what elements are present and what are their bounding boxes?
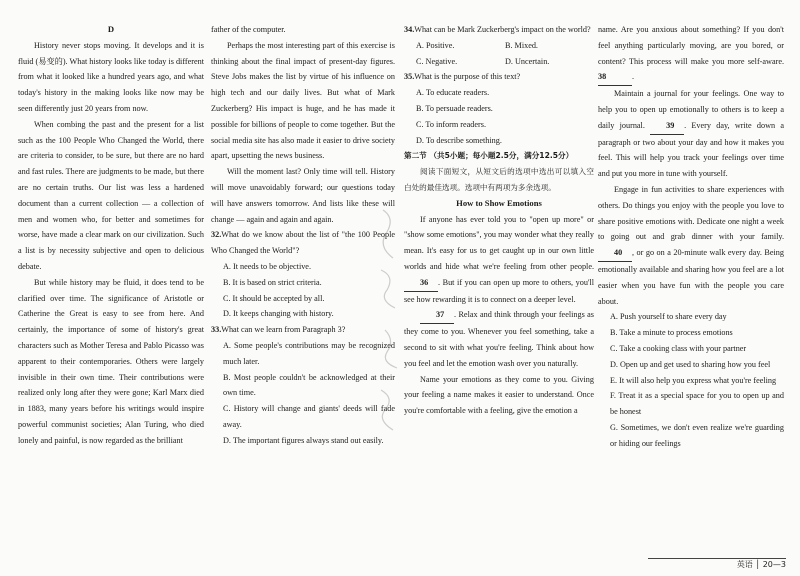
option[interactable]: D. Open up and get used to sharing how you feel bbox=[610, 359, 771, 369]
option[interactable]: C. History will change and giants' deeds will fade away. bbox=[223, 404, 395, 429]
column-1 bbox=[18, 22, 204, 449]
answer-options bbox=[598, 309, 784, 451]
question-stem: What can we learn from Paragraph 3? bbox=[221, 325, 346, 335]
question-number: 32. bbox=[211, 230, 222, 240]
option[interactable]: D. It keeps changing with history. bbox=[223, 309, 334, 319]
question-34 bbox=[404, 22, 594, 69]
option[interactable]: D. The important figures always stand out easily. bbox=[223, 435, 384, 445]
option[interactable]: A. Positive. bbox=[416, 40, 455, 50]
question-stem: What is the purpose of this text? bbox=[414, 72, 521, 82]
option[interactable]: D. To describe something. bbox=[416, 135, 502, 145]
option[interactable]: D. Uncertain. bbox=[505, 56, 550, 66]
blank-37[interactable]: 37 bbox=[420, 307, 454, 324]
option[interactable]: E. It will also help you express what you're feeling bbox=[610, 375, 777, 385]
passage-paragraph: 37 . Relax and think through your feelings as they come to you. Whenever you feel something, take a second to sit with what you're feeling. Think about how you feel and let the emotion wash over you naturally. bbox=[404, 307, 594, 371]
passage-paragraph: Maintain a journal for your feelings. One way to help you to open up emotionally to others is to keep a daily journal. 39 . Every day, write down a paragraph or two about your day and how it makes you feel. This will help you track your feelings over time and put you more in tune with yourself. bbox=[598, 89, 784, 179]
passage-paragraph: When combing the past and the present for a list such as the 100 People Who Changed the World, there are criteria to consider, to be sure, but there are no hard and fast rules. There are judgments to be made, but there are no certain truths. Our list was less a hardened document than a current collection — a collection of men and women who, for better and sometimes for worse, have made a clear mark on our civilization. Such a list is by necessity subjective and open to delicious debate. bbox=[18, 119, 204, 271]
passage-label: D bbox=[107, 24, 115, 34]
option[interactable]: C. It should be accepted by all. bbox=[223, 293, 325, 303]
passage-paragraph: father of the computer. bbox=[211, 25, 286, 34]
footer: 英语 │ 20—3 bbox=[736, 560, 786, 569]
question-stem: What can be Mark Zuckerberg's impact on the world? bbox=[414, 25, 591, 34]
option[interactable]: B. Mixed. bbox=[505, 40, 538, 50]
subject-label: 英语 bbox=[736, 560, 753, 569]
passage-paragraph: Perhaps the most interesting part of this exercise is thinking about the final impact of present-day figures. Steve Jobs makes the list by virtue of his influence on high tech and our daily lives. But what of Mark Zuckerberg? His impact is huge, and he has made it possible for billions of people to come together. But the social media site has also made it easier to drive society apart, upsetting the news business. bbox=[211, 40, 395, 161]
section-heading: 第二节 （共5小题；每小题2.5分，满分12.5分） bbox=[404, 151, 574, 161]
question-32 bbox=[211, 227, 395, 322]
option[interactable]: A. Some people's contributions may be recognized much later. bbox=[223, 340, 395, 366]
blank-38[interactable]: 38 bbox=[598, 69, 632, 86]
option[interactable]: B. It is based on strict criteria. bbox=[223, 277, 322, 287]
option[interactable]: A. It needs to be objective. bbox=[223, 261, 311, 271]
passage-paragraph: If anyone has ever told you to "open up more" or "show some emotions", you may wonder what they really mean. It's easy for us to get caught up in our own little worlds and hide what we're feeling from other people. 36 . But if you can open up more to others, you'll see how rewarding it is to connect on a deeper level. bbox=[404, 214, 594, 304]
passage-paragraph: Name your emotions as they come to you. Giving your feeling a name makes it easier to understand. Once you're comfortable with a feeling, give the emotion a bbox=[404, 374, 594, 416]
option[interactable]: A. Push yourself to share every day bbox=[610, 312, 727, 322]
option[interactable]: F. Treat it as a special space for you to open up and be honest bbox=[610, 391, 784, 417]
passage-paragraph: But while history may be fluid, it does tend to be clarified over time. The significance of Aristotle or Catherine the Great is easy to see from here. And certainly, the importance of some of history's great characters such as Mother Teresa and Pablo Picasso was apparent to their contemporaries. Others were largely invisible in their own time. Their contributions were realized only long after they were gone; Karl Marx died in 1883, many years before his writings would inspire powerful communist societies; Alan Turing, who died lonely and painful, is now regarded as the brilliant bbox=[18, 277, 204, 445]
section-instructions: 阅读下面短文，从短文后的选项中选出可以填入空白处的最佳选项。选项中有两项为多余选项。 bbox=[404, 167, 594, 192]
option[interactable]: C. To inform readers. bbox=[416, 119, 486, 129]
question-number: 35. bbox=[404, 72, 415, 82]
question-stem: What do we know about the list of "the 100 People Who Changed the World"? bbox=[211, 230, 395, 256]
option[interactable]: A. To educate readers. bbox=[416, 88, 490, 98]
question-number: 33. bbox=[211, 325, 222, 335]
column-3 bbox=[404, 22, 594, 419]
blank-39[interactable]: 39 bbox=[650, 118, 684, 135]
column-4 bbox=[598, 22, 784, 452]
option[interactable]: B. Take a minute to process emotions bbox=[610, 328, 733, 338]
option[interactable]: C. Negative. bbox=[416, 56, 458, 66]
page-number: 20—3 bbox=[762, 560, 786, 569]
column-2 bbox=[211, 22, 395, 449]
option[interactable]: B. To persuade readers. bbox=[416, 103, 493, 113]
question-35 bbox=[404, 69, 594, 148]
passage-title: How to Show Emotions bbox=[456, 197, 542, 208]
question-number: 34. bbox=[404, 25, 415, 34]
blank-40[interactable]: 40 bbox=[598, 245, 632, 262]
passage-paragraph: name. Are you anxious about something? If you don't feel anything particularly moving, are you bored, or content? This process will make you more self-aware. 38 . bbox=[598, 22, 784, 86]
question-33 bbox=[211, 322, 395, 448]
passage-paragraph: Engage in fun activities to share experiences with others. Do things you enjoy with the people you love to share positive emotions with. Dedicate one night a week to going out and grab dinner with your family. 40 , or go on a 20-minute walk every day. Being emotionally available and sharing how you feel are a lot easier when you have fun with the people you care about. bbox=[598, 184, 784, 306]
blank-36[interactable]: 36 bbox=[404, 275, 438, 292]
option[interactable]: C. Take a cooking class with your partner bbox=[610, 343, 747, 353]
passage-paragraph: History never stops moving. It develops and it is fluid (易变的). What history looks like today is different from what it looked like a hundred years ago, and what today's history in the making looks like now may be seen differently just 20 years from now. bbox=[18, 40, 204, 113]
option[interactable]: G. Sometimes, we don't even realize we're guarding or hiding our feelings bbox=[610, 422, 784, 448]
passage-paragraph: Will the moment last? Only time will tell. History will move unavoidably forward; our questions today will have answers tomorrow. And lists like these will change — again and again and again. bbox=[211, 167, 395, 224]
option[interactable]: B. Most people couldn't be acknowledged at their own time. bbox=[223, 372, 395, 398]
